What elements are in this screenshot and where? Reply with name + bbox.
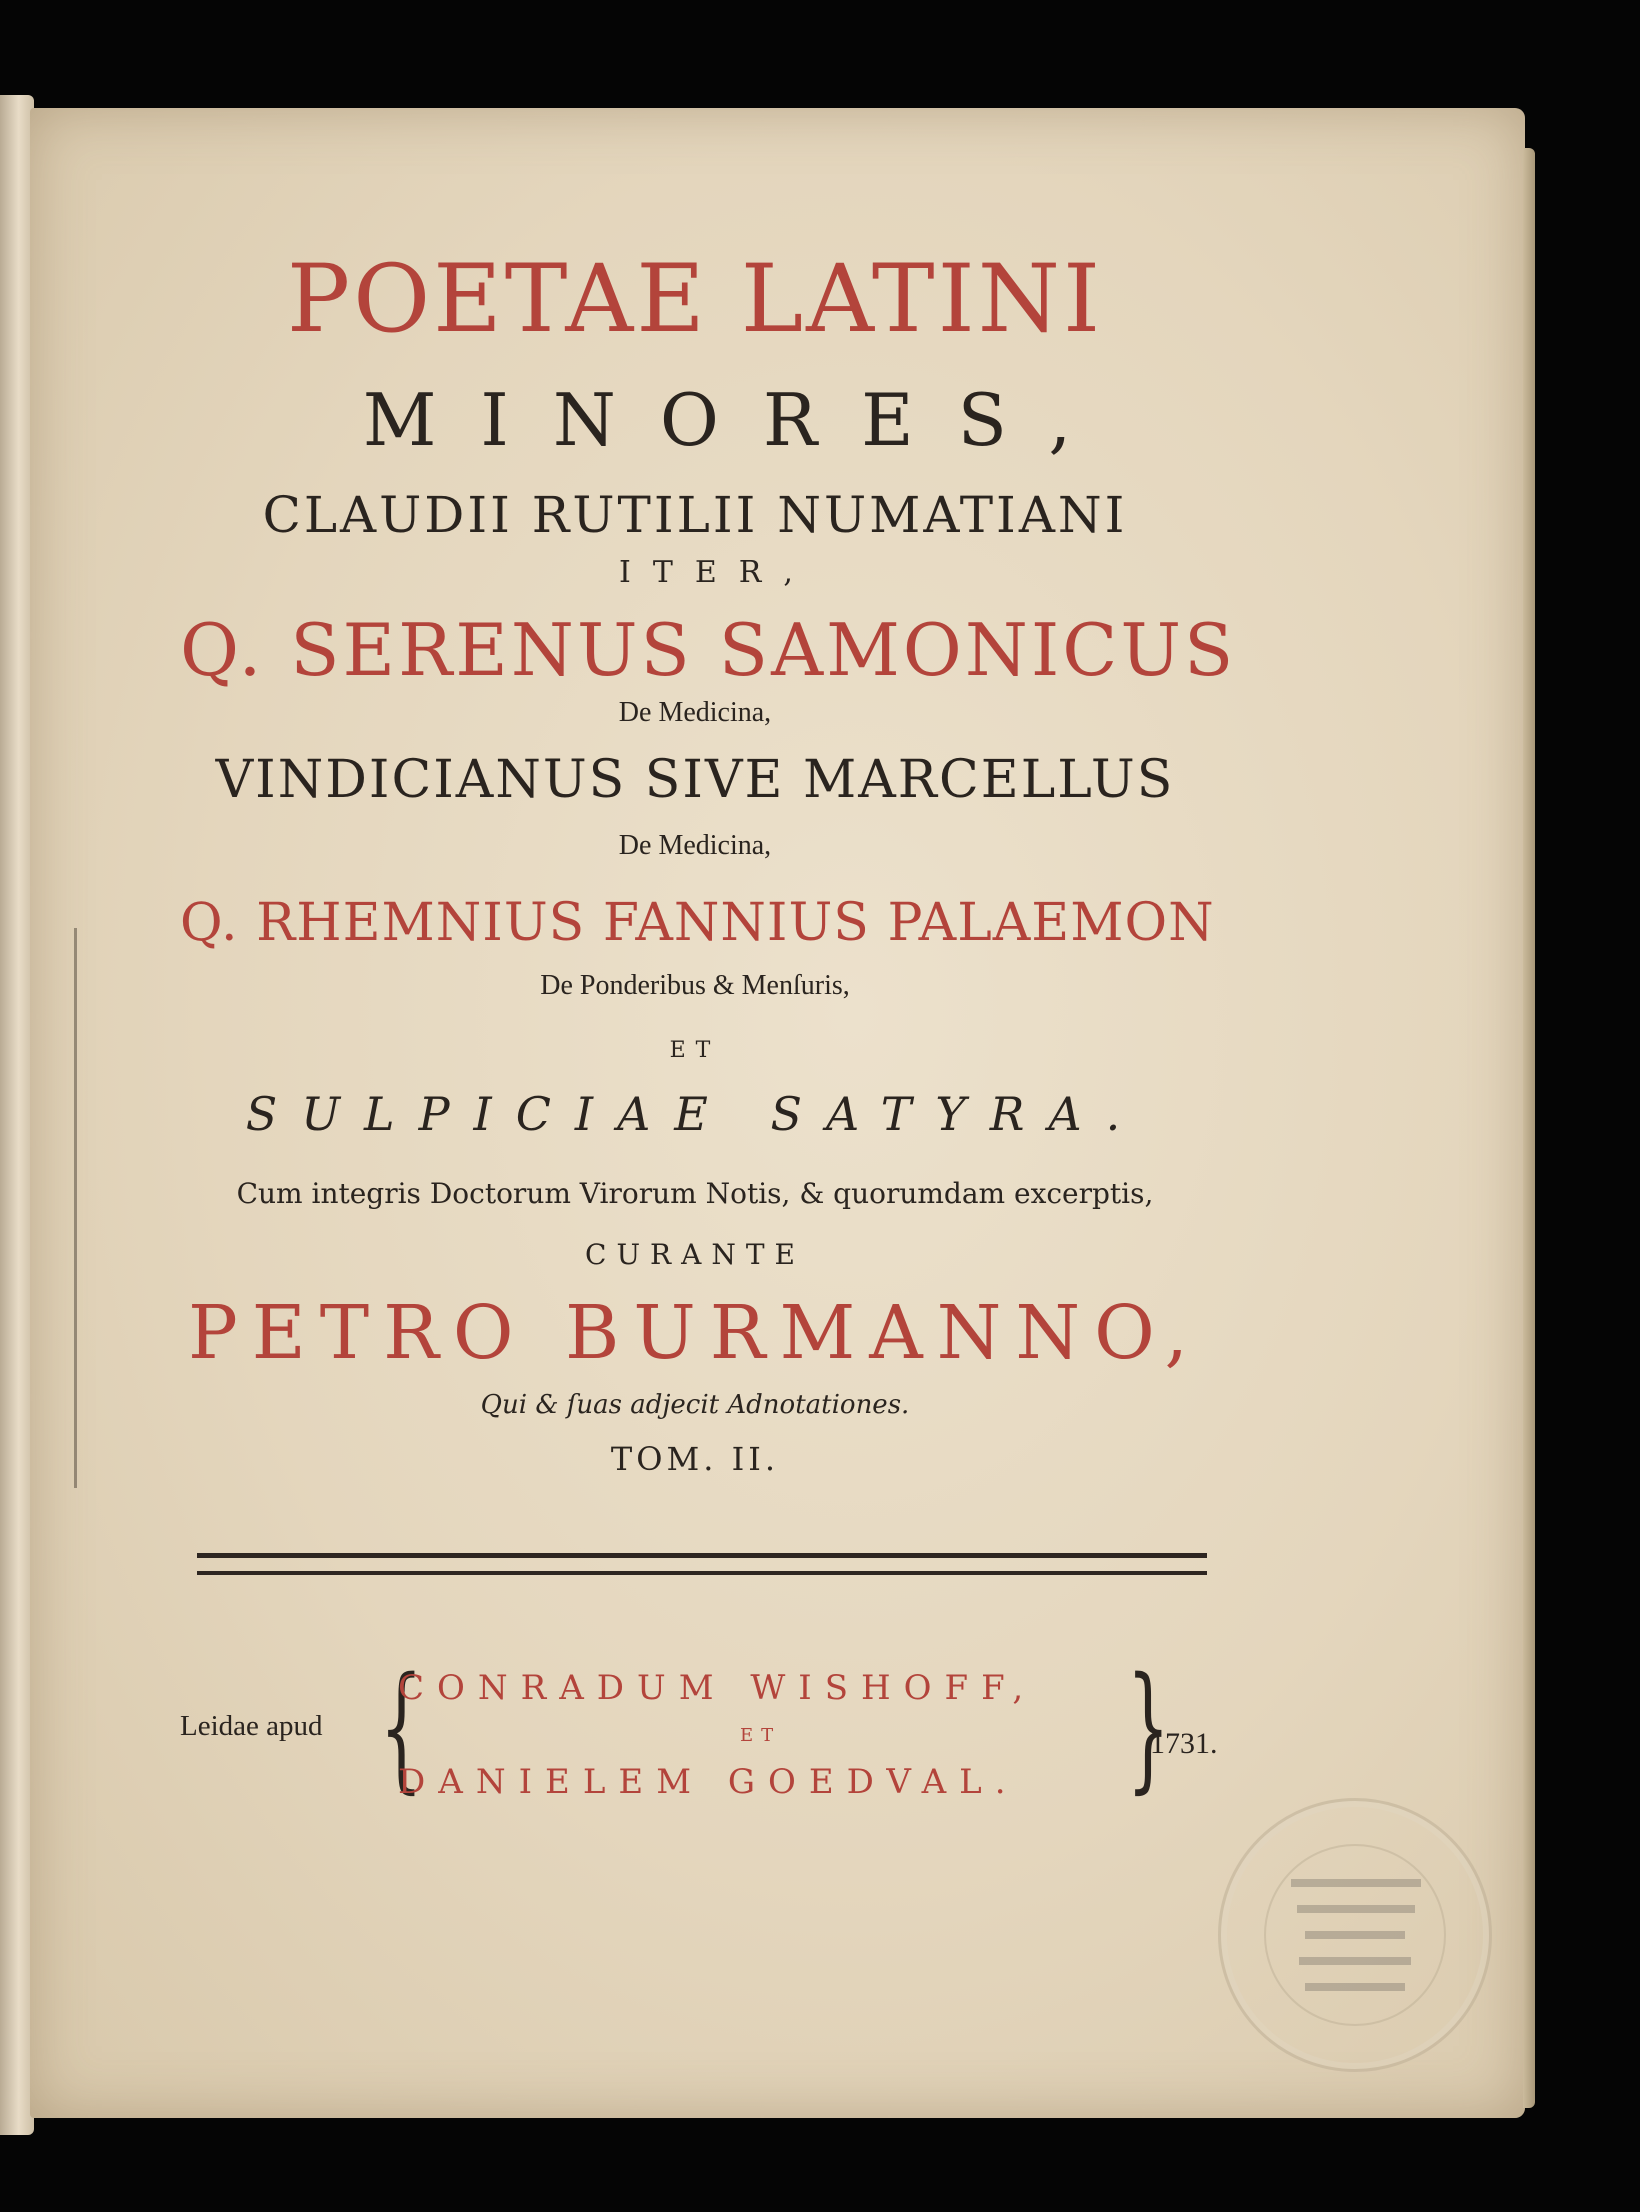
printer-name-1: CONRADUM WISHOFF,: [398, 1668, 1037, 1708]
conjunction-et: ET: [669, 1038, 721, 1063]
title-line-minores: MINORES,: [362, 378, 1116, 462]
volume-number: TOM. II.: [610, 1440, 780, 1478]
title-line-serenus: Q. SERENUS SAMONICUS: [180, 608, 1237, 692]
notes-line: Cum integris Doctorum Virorum Notis, & quorumdam excerptis,: [236, 1177, 1154, 1210]
title-line-palaemon: Q. RHEMNIUS FANNIUS PALAEMON: [180, 893, 1215, 953]
editor-name: PETRO BURMANNO,: [187, 1290, 1203, 1376]
printer-name-2: DANIELEM GOEDVAL.: [398, 1762, 1019, 1802]
title-line-vindicianus: VINDICIANUS SIVE MARCELLUS: [215, 750, 1175, 810]
imprint-place: Leidae apud: [180, 1710, 323, 1742]
printer-conjunction: ET: [740, 1725, 782, 1746]
editor-note: Qui & ſuas adjecit Adnotationes.: [480, 1390, 910, 1420]
title-line-rutilii: CLAUDII RUTILII NUMATIANI: [262, 486, 1128, 544]
subtitle-de-medicina-2: De Medicina,: [618, 830, 772, 861]
title-line-sulpiciae: SULPICIAE SATYRA.: [245, 1087, 1145, 1141]
subtitle-de-medicina-1: De Medicina,: [618, 697, 772, 728]
library-stamp-icon: [1218, 1798, 1492, 2072]
double-rule-bottom: [197, 1571, 1207, 1575]
title-line-iter: ITER,: [619, 555, 815, 590]
title-line-poetae-latini: POETAE LATINI: [286, 245, 1104, 354]
stamp-graphic: [1221, 1801, 1489, 2069]
subtitle-de-ponderibus: De Ponderibus & Menſuris,: [540, 970, 850, 1001]
right-brace-icon: }: [1126, 1649, 1170, 1807]
imprint-year: 1731.: [1150, 1727, 1218, 1760]
curante-line: CURANTE: [585, 1238, 805, 1271]
gutter-shadow: [74, 928, 77, 1488]
double-rule-top: [197, 1553, 1207, 1558]
left-page-edge: [0, 95, 34, 2135]
left-brace-icon: {: [379, 1649, 423, 1807]
